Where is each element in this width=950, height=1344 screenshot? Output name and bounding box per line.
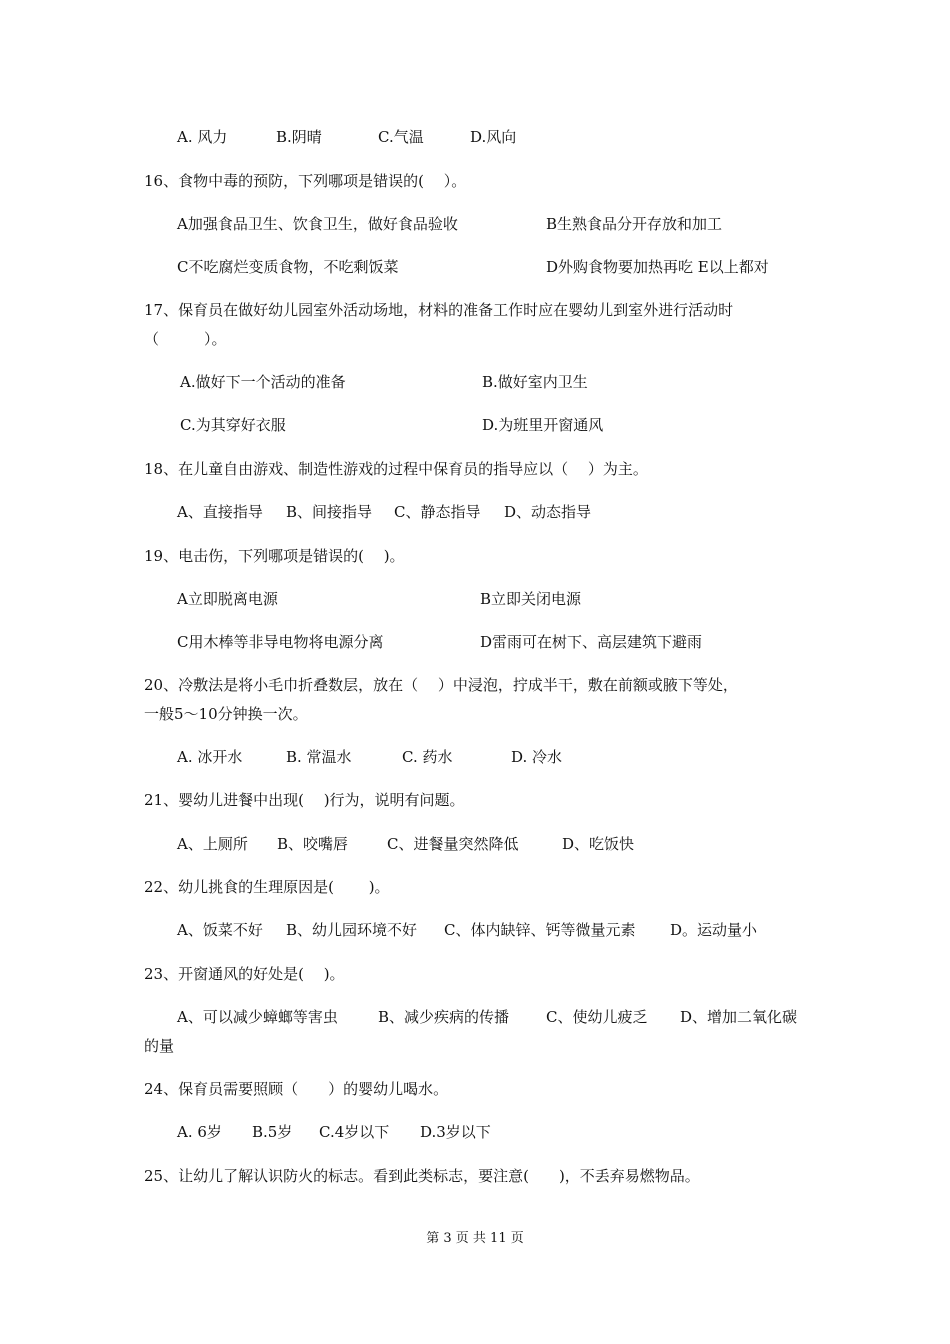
q18-option-a: A、直接指导 [177, 503, 263, 521]
q17-option-d: D.为班里开窗通风 [482, 416, 604, 434]
q23-option-b: B、减少疾病的传播 [378, 1008, 510, 1026]
q22-option-a: A、饭菜不好 [177, 921, 263, 939]
q24-stem: 24、保育员需要照顾（ ）的婴幼儿喝水。 [144, 1080, 449, 1098]
q18-option-b: B、间接指导 [286, 503, 373, 521]
q19-option-d: D雷雨可在树下、高层建筑下避雨 [480, 633, 703, 651]
q21-stem: 21、婴幼儿进餐中出现( )行为，说明有问题。 [144, 791, 465, 809]
q17-stem-line1: 17、保育员在做好幼儿园室外活动场地，材料的准备工作时应在婴幼儿到室外进行活动时 [144, 301, 734, 319]
q21-option-a: A、上厕所 [177, 835, 248, 853]
q19-option-c: C用木棒等非导电物将电源分离 [177, 633, 384, 651]
q21-option-c: C、进餐量突然降低 [387, 835, 519, 853]
q15-option-a: A. 风力 [177, 128, 228, 146]
q23-option-c: C、使幼儿疲乏 [546, 1008, 648, 1026]
q17-option-a: A.做好下一个活动的准备 [180, 373, 346, 391]
q22-option-c: C、体内缺锌、钙等微量元素 [444, 921, 636, 939]
q20-option-b: B. 常温水 [286, 748, 352, 766]
q23-wrap-text: 的量 [144, 1037, 175, 1055]
q24-option-a: A. 6岁 [177, 1123, 222, 1141]
q25-stem: 25、让幼儿了解认识防火的标志。看到此类标志，要注意( )，不丢弃易燃物品。 [144, 1167, 700, 1185]
q17-stem-line2: （ ）。 [144, 330, 227, 348]
q24-option-d: D.3岁以下 [420, 1123, 491, 1141]
q21-option-d: D、吃饭快 [562, 835, 635, 853]
q20-option-a: A. 冰开水 [177, 748, 243, 766]
q20-option-d: D. 冷水 [511, 748, 563, 766]
q24-option-b: B.5岁 [252, 1123, 293, 1141]
q21-option-b: B、咬嘴唇 [277, 835, 349, 853]
q19-option-a: A立即脱离电源 [177, 590, 278, 608]
q16-option-a: A加强食品卫生、饮食卫生，做好食品验收 [177, 215, 458, 233]
q19-stem: 19、电击伤，下列哪项是错误的( )。 [144, 547, 405, 565]
q18-option-d: D、动态指导 [504, 503, 592, 521]
q24-option-c: C.4岁以下 [319, 1123, 390, 1141]
q17-option-b: B.做好室内卫生 [482, 373, 588, 391]
q20-stem-line1: 20、冷敷法是将小毛巾折叠数层，放在（ ）中浸泡，拧成半干，敷在前额或腋下等处， [144, 676, 738, 694]
q23-option-a: A、可以减少蟑螂等害虫 [177, 1008, 338, 1026]
q15-option-b: B.阴晴 [276, 128, 322, 146]
q18-stem: 18、在儿童自由游戏、制造性游戏的过程中保育员的指导应以（ ）为主。 [144, 460, 648, 478]
q22-option-d: D。运动量小 [670, 921, 758, 939]
q16-stem: 16、食物中毒的预防，下列哪项是错误的( ）。 [144, 172, 467, 190]
q18-option-c: C、静态指导 [394, 503, 481, 521]
q23-stem: 23、开窗通风的好处是( )。 [144, 965, 345, 983]
q20-stem-line2: 一般5～10分钟换一次。 [144, 705, 308, 723]
q19-option-b: B立即关闭电源 [480, 590, 582, 608]
page-footer: 第 3 页 共 11 页 [426, 1231, 524, 1246]
q22-option-b: B、幼儿园环境不好 [286, 921, 418, 939]
q23-option-d: D、增加二氧化碳 [680, 1008, 798, 1026]
q17-option-c: C.为其穿好衣服 [180, 416, 286, 434]
q20-option-c: C. 药水 [402, 748, 453, 766]
q15-option-c: C.气温 [378, 128, 424, 146]
q15-option-d: D.风向 [470, 128, 517, 146]
q16-option-c: C不吃腐烂变质食物，不吃剩饭菜 [177, 258, 399, 276]
q16-option-b: B生熟食品分开存放和加工 [546, 215, 723, 233]
q16-option-d: D外购食物要加热再吃 E以上都对 [546, 258, 769, 276]
q22-stem: 22、幼儿挑食的生理原因是( )。 [144, 878, 390, 896]
